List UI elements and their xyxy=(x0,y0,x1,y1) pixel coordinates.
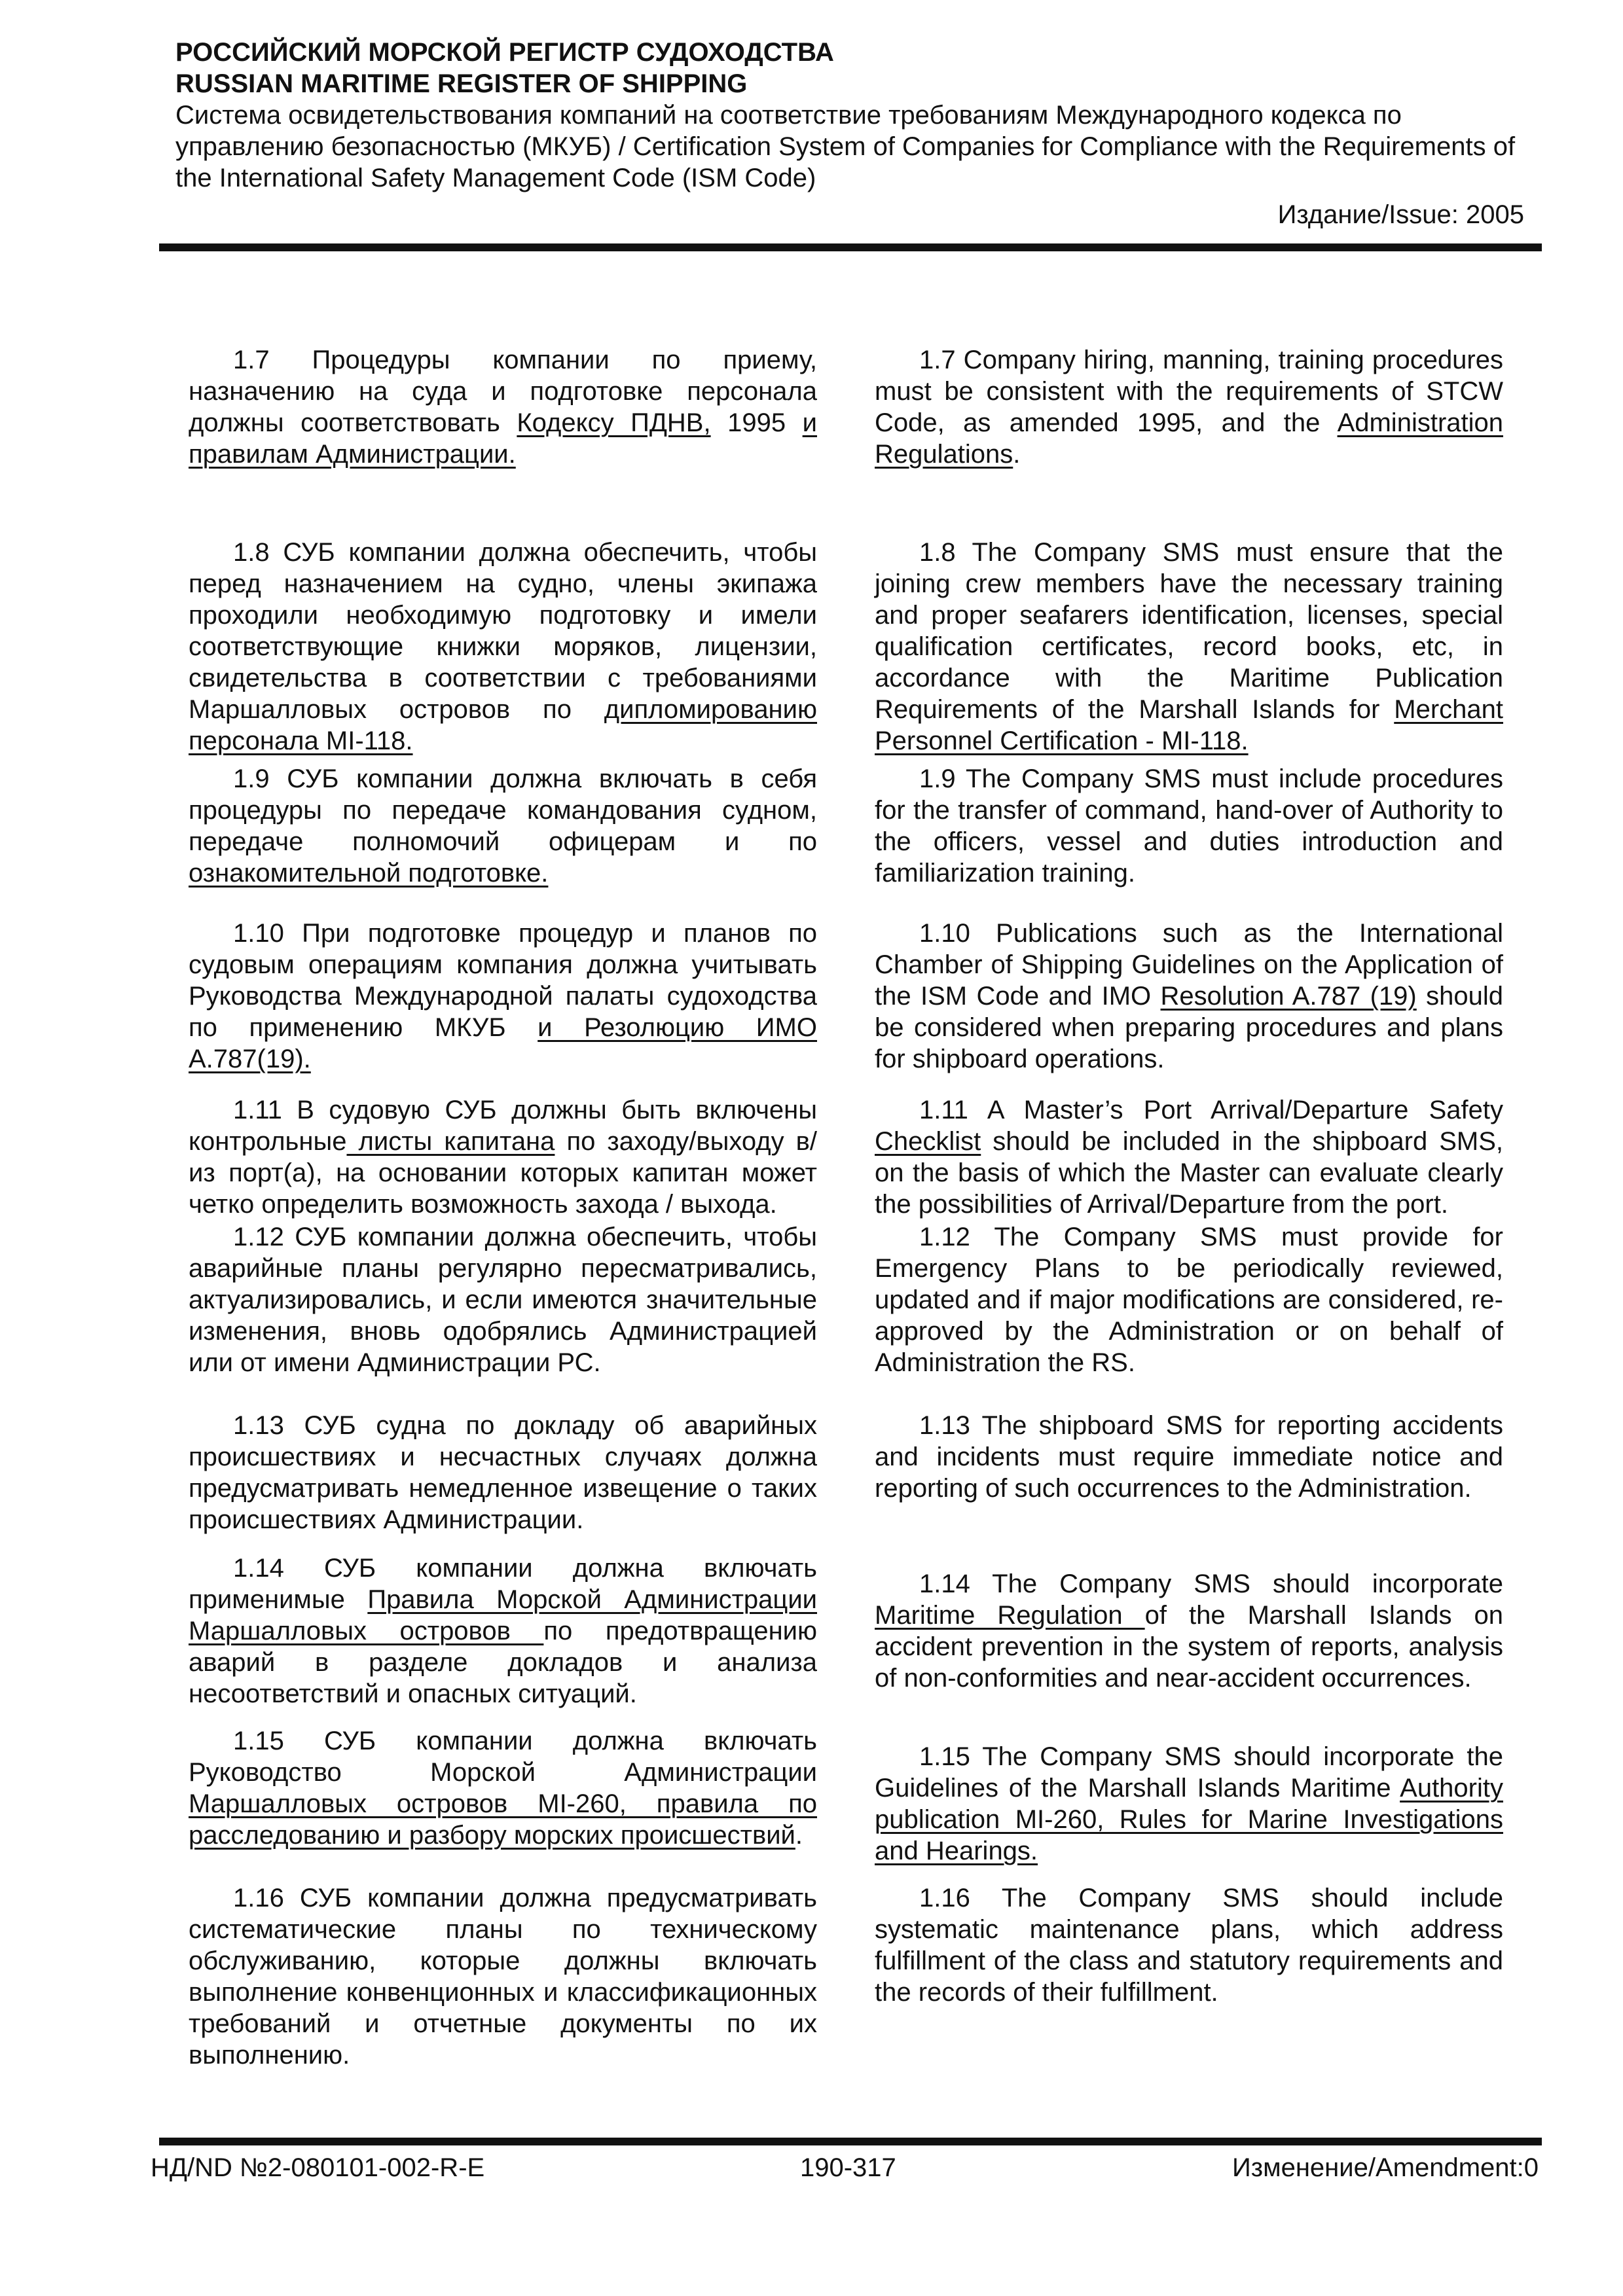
org-name-ru: РОССИЙСКИЙ МОРСКОЙ РЕГИСТР СУДОХОДСТВА xyxy=(175,38,834,67)
paragraph-1-8-ru: 1.8 СУБ компании должна обеспечить, чтобы перед назначением на судно, члены экипажа проходили необходимую подготовку и имели соответствующие книжки моряков, лицензии, свидетельства в соответствии с требованиями Маршалловых островов по дипломированию персонала MI-118. xyxy=(189,538,817,755)
paragraph-1-9-en: 1.9 The Company SMS must include procedures for the transfer of command, hand-over of Authority to the officers, vessel and duties introduction and familiarization training. xyxy=(875,764,1503,888)
system-title: Система освидетельствования компаний на соответствие требованиям Международного кодекса по управлению безопасностью (МКУБ) / Certification System of Companies for Compliance with the Requirements of the International Safety Management Code (ISM Code) xyxy=(175,101,1516,192)
paragraph-1-10-ru: 1.10 При подготовке процедур и планов по судовым операциям компания должна учитывать Руководства Международной палаты судоходства по применению МКУБ и Резолюцию ИМО А.787(19). xyxy=(189,919,817,1073)
paragraph-1-15-en: 1.15 The Company SMS should incorporate the Guidelines of the Marshall Islands Maritime Authority publication MI-260, Rules for Marine Investigations and Hearings. xyxy=(875,1742,1503,1865)
header-divider xyxy=(159,243,1542,251)
paragraph-1-16-ru: 1.16 СУБ компании должна предусматривать систематические планы по техническому обслуживанию, которые должны включать выполнение конвенционных и классификационных требований и отчетные документы по их выполнению. xyxy=(189,1884,817,2070)
footer-divider xyxy=(159,2138,1542,2145)
amendment-label: Изменение/Amendment:0 xyxy=(1232,2153,1539,2182)
paragraph-1-7-en: 1.7 Company hiring, manning, training procedures must be consistent with the requirements of STCW Code, as amended 1995, and the Administration Regulations. xyxy=(875,346,1503,469)
paragraph-1-12-ru: 1.12 СУБ компании должна обеспечить, чтобы аварийные планы регулярно пересматривались, актуализировались, и если имеются значительные изменения, вновь одобрялись Администрацией или от имени Администрации РС. xyxy=(189,1223,817,1377)
paragraph-1-13-ru: 1.13 СУБ судна по докладу об аварийных происшествиях и несчастных случаях должна предусматривать немедленное извещение о таких происшествиях Администрации. xyxy=(189,1411,817,1534)
paragraph-1-10-en: 1.10 Publications such as the International Chamber of Shipping Guidelines on the Application of the ISM Code and IMO Resolution A.787 (19) should be considered when preparing procedures and plans for shipboard operations. xyxy=(875,919,1503,1073)
paragraph-1-14-en: 1.14 The Company SMS should incorporate Maritime Regulation of the Marshall Islands on accident prevention in the system of reports, analysis of non-conformities and near-accident occurrences. xyxy=(875,1570,1503,1693)
paragraph-1-11-en: 1.11 A Master’s Port Arrival/Departure Safety Checklist should be included in the shipboard SMS, on the basis of which the Master can evaluate clearly the possibilities of Arrival/Departure from the port. xyxy=(875,1096,1503,1219)
paragraph-1-7-ru: 1.7 Процедуры компании по приему, назначению на суда и подготовке персонала должны соответствовать Кодексу ПДНВ, 1995 и правилам Администрации. xyxy=(189,346,817,469)
paragraph-1-14-ru: 1.14 СУБ компании должна включать применимые Правила Морской Администрации Маршалловых островов по предотвращению аварий в разделе докладов и анализа несоответствий и опасных ситуаций. xyxy=(189,1554,818,1708)
paragraph-1-9-ru: 1.9 СУБ компании должна включать в себя процедуры по передаче командования судном, передаче полномочий офицерам и по ознакомительной подготовке. xyxy=(189,764,817,888)
paragraph-1-16-en: 1.16 The Company SMS should include systematic maintenance plans, which address fulfillment of the class and statutory requirements and the records of their fulfillment. xyxy=(875,1884,1503,2007)
paragraph-1-13-en: 1.13 The shipboard SMS for reporting accidents and incidents must require immediate notice and reporting of such occurrences to the Administration. xyxy=(875,1411,1503,1503)
paragraph-1-15-ru: 1.15 СУБ компании должна включать Руководство Морской Администрации Маршалловых островов MI-260, правила по расследованию и разбору морских происшествий. xyxy=(189,1727,817,1850)
org-name-en: RUSSIAN MARITIME REGISTER OF SHIPPING xyxy=(175,69,748,98)
document-number: НД/ND №2-080101-002-R-E xyxy=(151,2153,485,2182)
paragraph-1-12-en: 1.12 The Company SMS must provide for Emergency Plans to be periodically reviewed, updated and if major modifications are considered, re-approved by the Administration or on behalf of Administration the RS. xyxy=(875,1223,1503,1377)
issue-label: Издание/Issue: 2005 xyxy=(1277,200,1524,229)
paragraph-1-11-ru: 1.11 В судовую СУБ должны быть включены контрольные листы капитана по заходу/выходу в/из порт(а), на основании которых капитан может четко определить возможность захода / выхода. xyxy=(189,1096,818,1219)
page-number: 190-317 xyxy=(800,2153,896,2182)
page-header xyxy=(175,37,1524,229)
paragraph-1-8-en: 1.8 The Company SMS must ensure that the joining crew members have the necessary training and proper seafarers identification, licenses, special qualification certificates, record books, etc, in accordance with the Maritime Publication Requirements of the Marshall Islands for Merchant Personnel Certification - MI-118. xyxy=(875,538,1503,755)
